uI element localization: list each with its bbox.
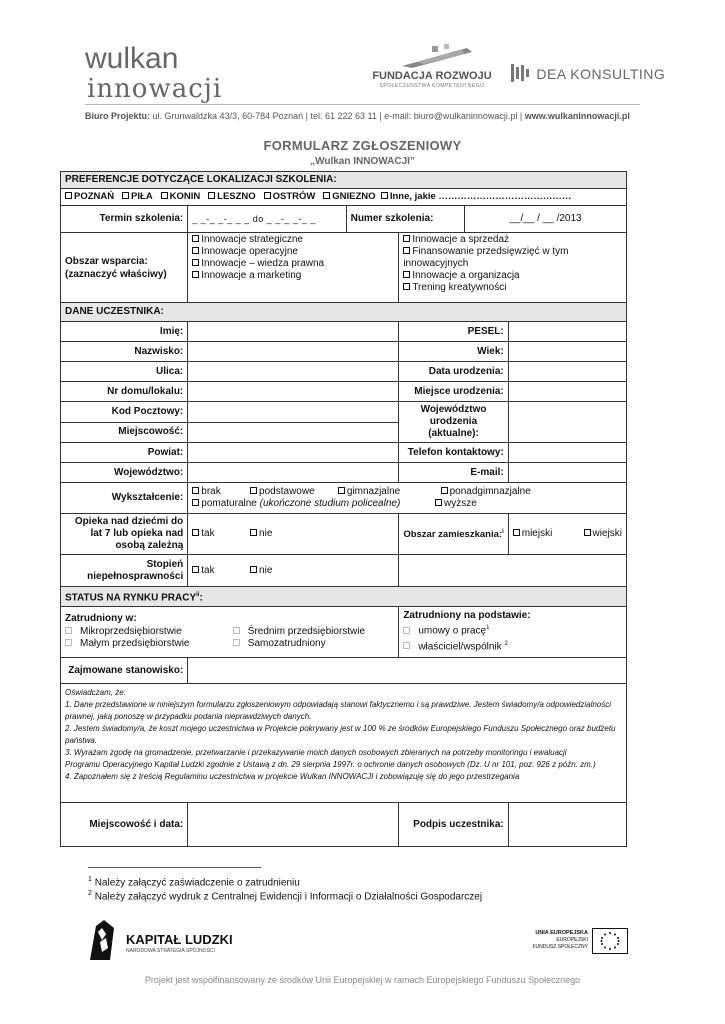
- fundacja-rozwoju-logo: [372, 44, 492, 94]
- wyksztalcenie-options: [188, 483, 627, 514]
- numer-label: Numer szkolenia:: [346, 206, 464, 233]
- declaration-2: 2. Jestem świadomy/a, że koszt mojego uczestnictwa w Projekcie pokrywany jest w 100 % ze środków Europejskiego Funduszu Społecznego oraz budżetu państwa.: [65, 724, 616, 746]
- nazwisko-label: Nazwisko:: [61, 342, 188, 362]
- obszar-right-options: [399, 233, 627, 303]
- termin-input[interactable]: _ _-_ _-_ _ _ do _ _-_ _-_ _: [188, 206, 346, 233]
- opieka-tak[interactable]: tak: [192, 528, 247, 540]
- obszar-option[interactable]: Innowacje a marketing: [192, 270, 394, 282]
- woj-ur-input[interactable]: [508, 402, 626, 443]
- podpis-input[interactable]: [508, 803, 626, 847]
- ulica-label: Ulica:: [61, 362, 188, 382]
- fundacja-logo-icon: [372, 44, 492, 70]
- address-text: ul. Grunwaldzka 43/3, 60-784 Poznań | tel. 61 222 63 11 | e-mail: biuro@wulkaninnowacji.pl |: [152, 111, 523, 121]
- niepelno-label: Stopień niepełnosprawności: [61, 555, 188, 587]
- footnote-divider: [88, 867, 261, 868]
- dane-header: DANE UCZESTNIKA:: [61, 303, 627, 322]
- ue-title: UNIA EUROPEJSKA: [535, 930, 588, 936]
- ue-line2: EUROPEJSKI: [556, 937, 588, 943]
- wojewodztwo-input[interactable]: [188, 463, 399, 483]
- kod-label: Kod Pocztowy:: [61, 402, 188, 423]
- declaration-3: 3. Wyrażam zgodę na gromadzenie, przetwarzanie i przekazywanie moich danych osobowych zbieranych na potrzeby monitoringu i ewaluacji: [65, 748, 567, 758]
- email-input[interactable]: [508, 463, 626, 483]
- miejsce-ur-input[interactable]: [508, 382, 626, 402]
- kl-title: KAPITAŁ LUDZKI: [126, 932, 233, 947]
- header-divider: [85, 104, 640, 105]
- zatr-maly[interactable]: Małym przedsiębiorstwie: [65, 638, 230, 650]
- podstawa-umowa[interactable]: umowy o pracę$^1$: [403, 622, 622, 637]
- zamieszkania-label: Obszar zamieszkania:$^i$: [399, 514, 508, 555]
- oswiadczam: Oświadczam, że:: [65, 688, 126, 698]
- powiat-input[interactable]: [188, 443, 399, 463]
- eu-flag-icon: [592, 928, 628, 954]
- podstawa-wlasciciel[interactable]: właściciel/wspólnik $^2$: [403, 638, 622, 653]
- kl-subtitle: NARODOWA STRATEGIA SPÓJNOŚCI: [126, 948, 215, 954]
- location-pila[interactable]: PIŁA: [122, 191, 153, 202]
- miejscowosc-input[interactable]: [188, 422, 399, 443]
- logo-innowacji-text: innowacji: [87, 74, 223, 104]
- dea-bars-icon: [510, 62, 532, 84]
- pesel-label: PESEL:: [399, 322, 508, 342]
- podstawa-cell: [399, 607, 627, 658]
- wyksz-brak[interactable]: brak: [192, 486, 247, 498]
- zatrudniony-w-cell: [61, 607, 399, 658]
- obszar-option[interactable]: Finansowanie przedsięwzięć w tym innowacyjnych: [403, 246, 569, 269]
- miejsce-data-input[interactable]: [188, 803, 399, 847]
- obszar-option[interactable]: Innowacje operacyjne: [192, 246, 394, 258]
- numer-input[interactable]: __/__ / __ /2013: [464, 206, 626, 233]
- powiat-label: Powiat:: [61, 443, 188, 463]
- podpis-label: Podpis uczestnika:: [399, 803, 508, 847]
- locations-row: [61, 189, 627, 206]
- telefon-input[interactable]: [508, 443, 626, 463]
- kapital-ludzki-icon: [88, 918, 118, 962]
- zamieszkania-miejski[interactable]: miejski: [513, 528, 581, 540]
- niepelno-nie[interactable]: nie: [250, 565, 272, 576]
- location-ostrow[interactable]: OSTRÓW: [264, 191, 316, 202]
- address-web: www.wulkaninnowacji.pl: [524, 111, 630, 121]
- wyksz-gimnazjalne[interactable]: gimnazjalne: [338, 486, 438, 498]
- miejsce-ur-label: Miejsce urodzenia:: [399, 382, 508, 402]
- zatr-mikro[interactable]: Mikroprzedsiębiorstwie: [65, 626, 230, 638]
- ue-line3: FUNDUSZ SPOŁECZNY: [532, 944, 588, 950]
- woj-ur-label: Województwo urodzenia (aktualne):: [399, 402, 508, 443]
- footnote-2: $^2$ Należy załączyć wydruk z Centralnej Ewidencji i Informacji o Działalności Gospodarczej: [88, 890, 483, 903]
- nr-domu-input[interactable]: [188, 382, 399, 402]
- obszar-option[interactable]: Innowacje strategiczne: [192, 234, 394, 246]
- zamieszkania-wiejski[interactable]: wiejski: [584, 528, 622, 539]
- obszar-option[interactable]: Innowacje – wiedza prawna: [192, 258, 394, 270]
- podstawa-label: Zatrudniony na podstawie:: [403, 610, 531, 622]
- opieka-nie[interactable]: nie: [250, 528, 272, 539]
- project-address: [85, 111, 630, 121]
- obszar-left-options: [188, 233, 399, 303]
- wyksztalcenie-label: Wykształcenie:: [61, 483, 188, 514]
- kod-input[interactable]: [188, 402, 399, 423]
- niepelno-tak[interactable]: tak: [192, 565, 247, 577]
- declarations: [61, 684, 627, 803]
- opieka-options: [188, 514, 399, 555]
- location-konin[interactable]: KONIN: [161, 191, 201, 202]
- zamieszkania-options: [508, 514, 626, 555]
- ulica-input[interactable]: [188, 362, 399, 382]
- wyksz-podstawowe[interactable]: podstawowe: [250, 486, 335, 498]
- wyksz-wyzsze[interactable]: wyższe: [435, 498, 477, 509]
- unia-europejska-logo: [532, 928, 632, 964]
- footnote-1: $^1$ Należy załączyć zaświadczenie o zatrudnieniu: [88, 876, 300, 889]
- zatr-samo[interactable]: Samozatrudniony: [233, 638, 326, 649]
- miejsce-data-label: Miejscowość i data:: [61, 803, 188, 847]
- zatrudniony-w-label: Zatrudniony w:: [65, 613, 137, 625]
- wulkan-innowacji-logo: [85, 36, 225, 106]
- data-ur-input[interactable]: [508, 362, 626, 382]
- location-leszno[interactable]: LESZNO: [208, 191, 256, 202]
- email-label: E-mail:: [399, 463, 508, 483]
- obszar-option[interactable]: Trening kreatywności: [403, 282, 622, 294]
- termin-label: Termin szkolenia:: [61, 206, 188, 233]
- data-ur-label: Data urodzenia:: [399, 362, 508, 382]
- pesel-input[interactable]: [508, 322, 626, 342]
- declaration-1: 1. Dane przedstawione w niniejszym formularzu zgłoszeniowym odpowiadają stanowi faktycznemu i są prawdziwe. Jestem świadomy/a odpowiedzialności prawnej, jaką ponoszę w przypadku podania nieprawdziwych danych.: [65, 700, 612, 722]
- obszar-label: Obszar wsparcia: (zaznaczyć właściwy): [61, 233, 188, 303]
- opieka-label: Opieka nad dziećmi do lat 7 lub opieka nad osobą zależną: [61, 514, 188, 555]
- obszar-option[interactable]: Innowacje a organizacja: [403, 270, 622, 282]
- stanowisko-label: Zajmowane stanowisko:: [61, 658, 188, 684]
- zatr-sredni[interactable]: Średnim przedsiębiorstwie: [233, 626, 365, 637]
- declaration-4: 4. Zapoznałem się z treścią Regulaminu uczestnictwa w projekcie Wulkan INNOWACJI i zobowiązuję się do jego przestrzegania: [65, 772, 520, 782]
- imie-label: Imię:: [61, 322, 188, 342]
- miejscowosc-label: Miejscowość:: [61, 422, 188, 443]
- status-header: STATUS NA RYNKU PRACY$^{ii}$:: [61, 587, 627, 607]
- dea-text: DEA KONSULTING: [536, 66, 666, 82]
- wyksz-ponadgimnazjalne[interactable]: ponadgimnazjalne: [441, 486, 531, 497]
- application-form: [60, 171, 627, 847]
- telefon-label: Telefon kontaktowy:: [399, 443, 508, 463]
- logo-wulkan-text: wulkan: [85, 42, 179, 75]
- location-other[interactable]: Inne, jakie ……………………………………: [381, 191, 572, 202]
- location-poznan[interactable]: POZNAŃ: [65, 191, 114, 202]
- stanowisko-input[interactable]: [188, 658, 627, 684]
- location-gniezno[interactable]: GNIEZNO: [323, 191, 375, 202]
- niepelno-empty: [399, 555, 627, 587]
- cofinancing-note: Projekt jest współfinansowany ze środków Unii Europejskiej w ramach Europejskiego Funduszu Społecznego: [144, 975, 581, 985]
- wojewodztwo-label: Województwo:: [61, 463, 188, 483]
- nr-domu-label: Nr domu/lokalu:: [61, 382, 188, 402]
- niepelno-options: [188, 555, 399, 587]
- form-subtitle: „Wulkan INNOWACJI”: [310, 156, 415, 167]
- imie-input[interactable]: [188, 322, 399, 342]
- nazwisko-input[interactable]: [188, 342, 399, 362]
- fundacja-title: FUNDACJA ROZWOJU: [372, 70, 492, 82]
- declaration-3b: Programu Operacyjnego Kapitał Ludzki zgodnie z Ustawą z dn. 29 sierpnia 1997r. o ochronie danych osobowych (Dz. U nr 101, poz. 926 z późn. zm.): [65, 760, 596, 770]
- dea-konsulting-logo: [510, 62, 665, 84]
- pref-header: PREFERENCJE DOTYCZĄCE LOKALIZACJI SZKOLENIA:: [61, 172, 627, 189]
- fundacja-subtitle: SPOŁECZEŃSTWA KOMPETENTNEGO: [379, 83, 485, 89]
- kapital-ludzki-logo: [88, 918, 248, 962]
- wiek-input[interactable]: [508, 342, 626, 362]
- form-title: FORMULARZ ZGŁOSZENIOWY: [263, 138, 462, 153]
- wiek-label: Wiek:: [399, 342, 508, 362]
- address-label: Biuro Projektu:: [85, 111, 151, 121]
- obszar-option[interactable]: Innowacje a sprzedaż: [403, 234, 622, 246]
- wyksz-pomaturalne[interactable]: pomaturalne (ukończone studium policealne): [192, 498, 432, 510]
